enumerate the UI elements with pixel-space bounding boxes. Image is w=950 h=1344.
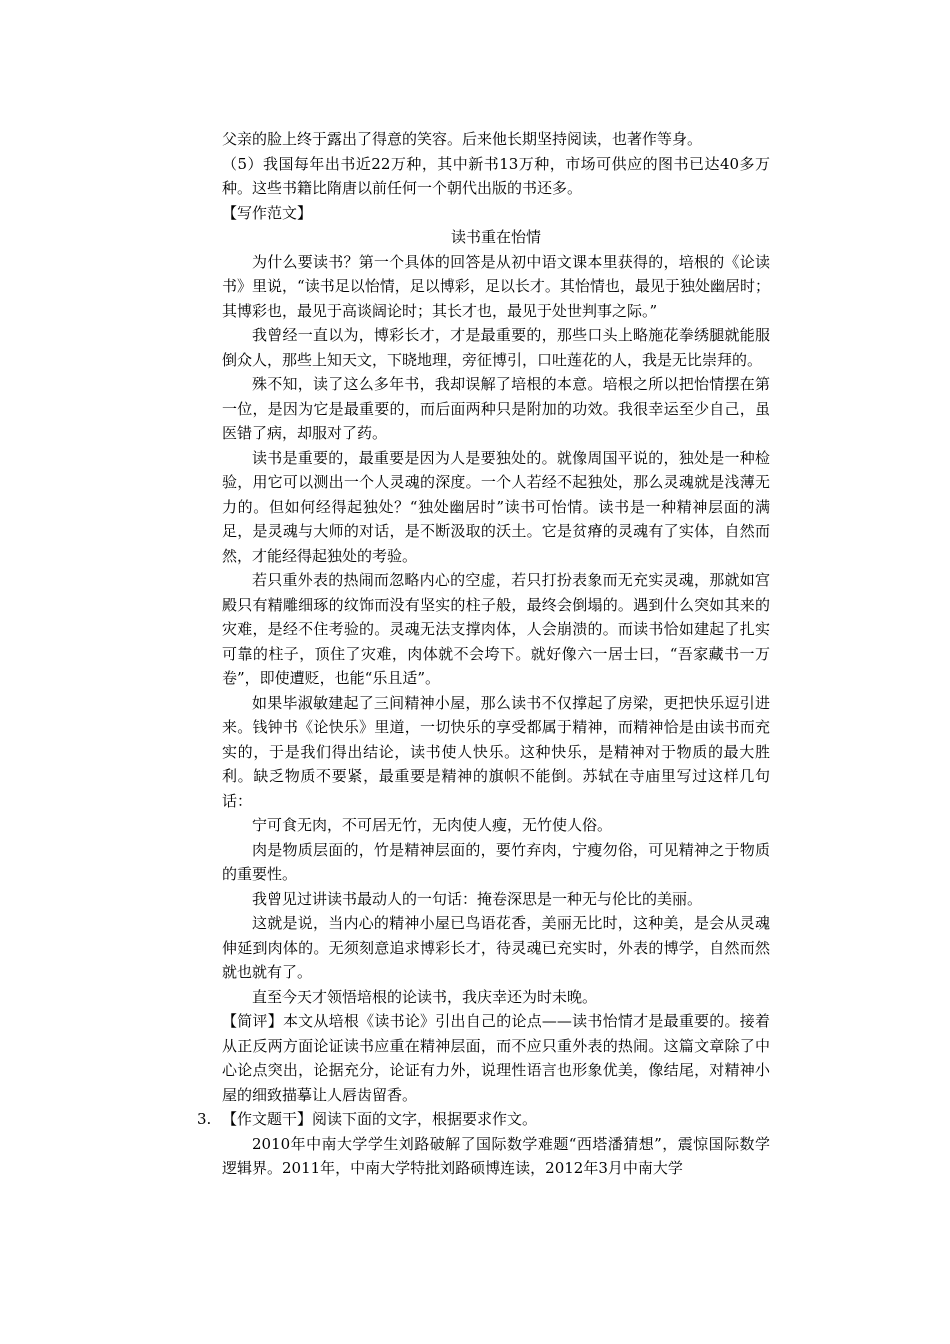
question-number: 3.: [197, 1110, 212, 1128]
essay-paragraph: 我曾经一直以为，博彩长才，才是最重要的，那些口头上略施花拳绣腿就能服倒众人，那些上知天文，下晓地理，旁征博引，口吐莲花的人，我是无比崇拜的。: [222, 326, 770, 369]
document-page: [197, 127, 770, 1181]
essay-title: 读书重在怡情: [450, 228, 541, 246]
point-5: （5）我国每年出书近22万种，其中新书13万种，市场可供应的图书已达40多万种。这些书籍比隋唐以前任何一个朝代出版的书还多。: [222, 154, 770, 197]
essay-paragraph: 我曾见过讲读书最动人的一句话：掩卷深思是一种无与伦比的美丽。: [252, 889, 703, 908]
question-3: [197, 1107, 770, 1132]
question-prompt: 【作文题干】阅读下面的文字，根据要求作文。: [222, 1110, 538, 1128]
intro-end-line: 父亲的脸上终于露出了得意的笑容。后来他长期坚持阅读，也著作等身。: [222, 130, 703, 148]
essay-paragraph: 肉是物质层面的，竹是精神层面的，要竹弃肉，宁瘦勿俗，可见精神之于物质的重要性。: [222, 840, 770, 883]
essay-paragraph: 殊不知，读了这么多年书，我却误解了培根的本意。培根之所以把怡情摆在第一位，是因为它是最重要的，而后面两种只是附加的功效。我很幸运至少自己，虽医错了病，却服对了药。: [222, 375, 770, 442]
essay-paragraph: 为什么要读书？第一个具体的回答是从初中语文课本里获得的，培根的《论读书》里说，“读书足以怡情，足以博彩，足以长才。其怡情也，最见于独处幽居时；其博彩也，最见于高谈阔论时；其长才也，最见于处世判事之际。”: [222, 252, 770, 320]
essay-paragraph: 直至今天才领悟培根的论读书，我庆幸还为时未晚。: [252, 987, 598, 1006]
question-text: 2010年中南大学学生刘路破解了国际数学难题“西塔潘猜想”，震惊国际数学逻辑界。2011年，中南大学特批刘路硕博连读，2012年3月中南大学: [222, 1134, 770, 1177]
section-label: 【写作范文】: [222, 203, 313, 222]
brief-comment: 【简评】本文从培根《读书论》引出自己的论点——读书怡情才是最重要的。接着从正反两方面论证读书应重在精神层面，而不应只重外表的热闹。这篇文章除了中心论点突出，论据充分，论证有力外，说理性语言也形象优美，像结尾，对精神小屋的细致描摹让人唇齿留香。: [222, 1012, 770, 1104]
essay-paragraph: 如果毕淑敏建起了三间精神小屋，那么读书不仅撑起了房梁，更把快乐逗引进来。钱钟书《论快乐》里道，一切快乐的享受都属于精神，而精神恰是由读书而充实的，于是我们得出结论，读书使人快乐。这种快乐，是精神对于物质的最大胜利。缺乏物质不要紧，最重要是精神的旗帜不能倒。苏轼在寺庙里写过这样几句话：: [222, 693, 770, 810]
essay-paragraph: 这就是说，当内心的精神小屋已鸟语花香，美丽无比时，这种美，是会从灵魂伸延到肉体的。无须刻意追求博彩长才，待灵魂已充实时，外表的博学，自然而然就也就有了。: [222, 914, 770, 981]
essay-paragraph: 若只重外表的热闹而忽略内心的空虚，若只打扮表象而无充实灵魂，那就如宫殿只有精雕细琢的纹饰而没有坚实的柱子般，最终会倒塌的。遇到什么突如其来的灾难，是经不住考验的。灵魂无法支撑肉体，人会崩溃的。而读书恰如建起了扎实可靠的柱子，顶住了灾难，肉体就不会垮下。就好像六一居士曰，“吾家藏书一万卷”，即使遭贬，也能“乐且适”。: [222, 571, 770, 687]
poem-line: 宁可食无肉，不可居无竹，无肉使人瘦，无竹使人俗。: [252, 816, 613, 834]
essay-paragraph: 读书是重要的，最重要是因为人是要独处的。就像周国平说的，独处是一种检验，用它可以测出一个人灵魂的深度。一个人若经不起独处，那么灵魂就是浅薄无力的。但如何经得起独处？“独处幽居时”读书可怡情。读书是一种精神层面的满足，是灵魂与大师的对话，是不断汲取的沃土。它是贫瘠的灵魂有了实体，自然而然，才能经得起独处的考验。: [222, 448, 770, 565]
